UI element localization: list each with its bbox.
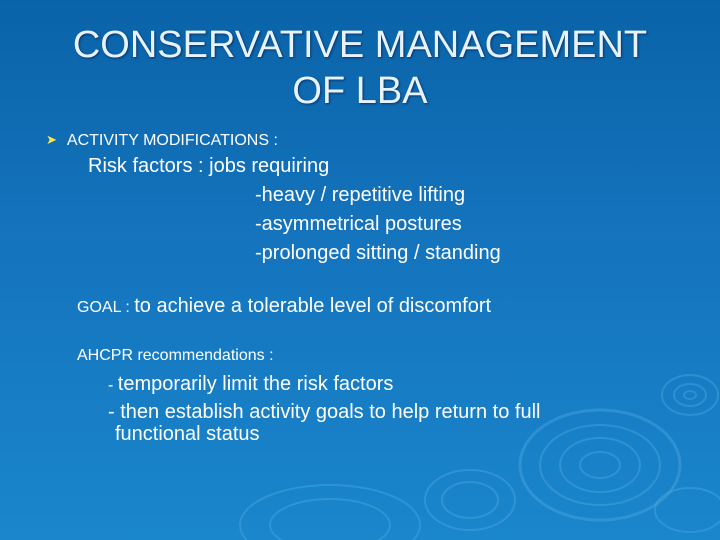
ahcpr-item-2-line-2: functional status — [115, 423, 260, 445]
risk-factor-item: -heavy / repetitive lifting — [255, 184, 466, 206]
ahcpr-item-1-text: temporarily limit the risk factors — [117, 373, 394, 395]
risk-factors-intro: Risk factors : jobs requiring — [88, 155, 330, 177]
ahcpr-item-2-line-1: - then establish activity goals to help return to full — [108, 401, 541, 423]
goal-text: to achieve a tolerable level of discomfort — [134, 295, 492, 317]
risk-factor-item: -prolonged sitting / standing — [255, 242, 501, 264]
arrow-bullet-icon: ➤ — [46, 132, 57, 147]
ahcpr-item-1 — [108, 372, 393, 398]
goal-label: GOAL : — [77, 299, 135, 316]
title-line-1: CONSERVATIVE MANAGEMENT — [72, 24, 648, 66]
title-line-2: OF LBA — [292, 70, 428, 112]
risk-factor-item: -asymmetrical postures — [255, 213, 462, 235]
slide-title — [20, 22, 700, 114]
bullet-activity-modifications — [46, 130, 278, 151]
goal-line — [77, 294, 491, 320]
ahcpr-heading: AHCPR recommendations : — [77, 347, 274, 364]
bullet-heading: ACTIVITY MODIFICATIONS : — [66, 132, 278, 149]
ahcpr-item-1-dash: - — [108, 377, 118, 394]
